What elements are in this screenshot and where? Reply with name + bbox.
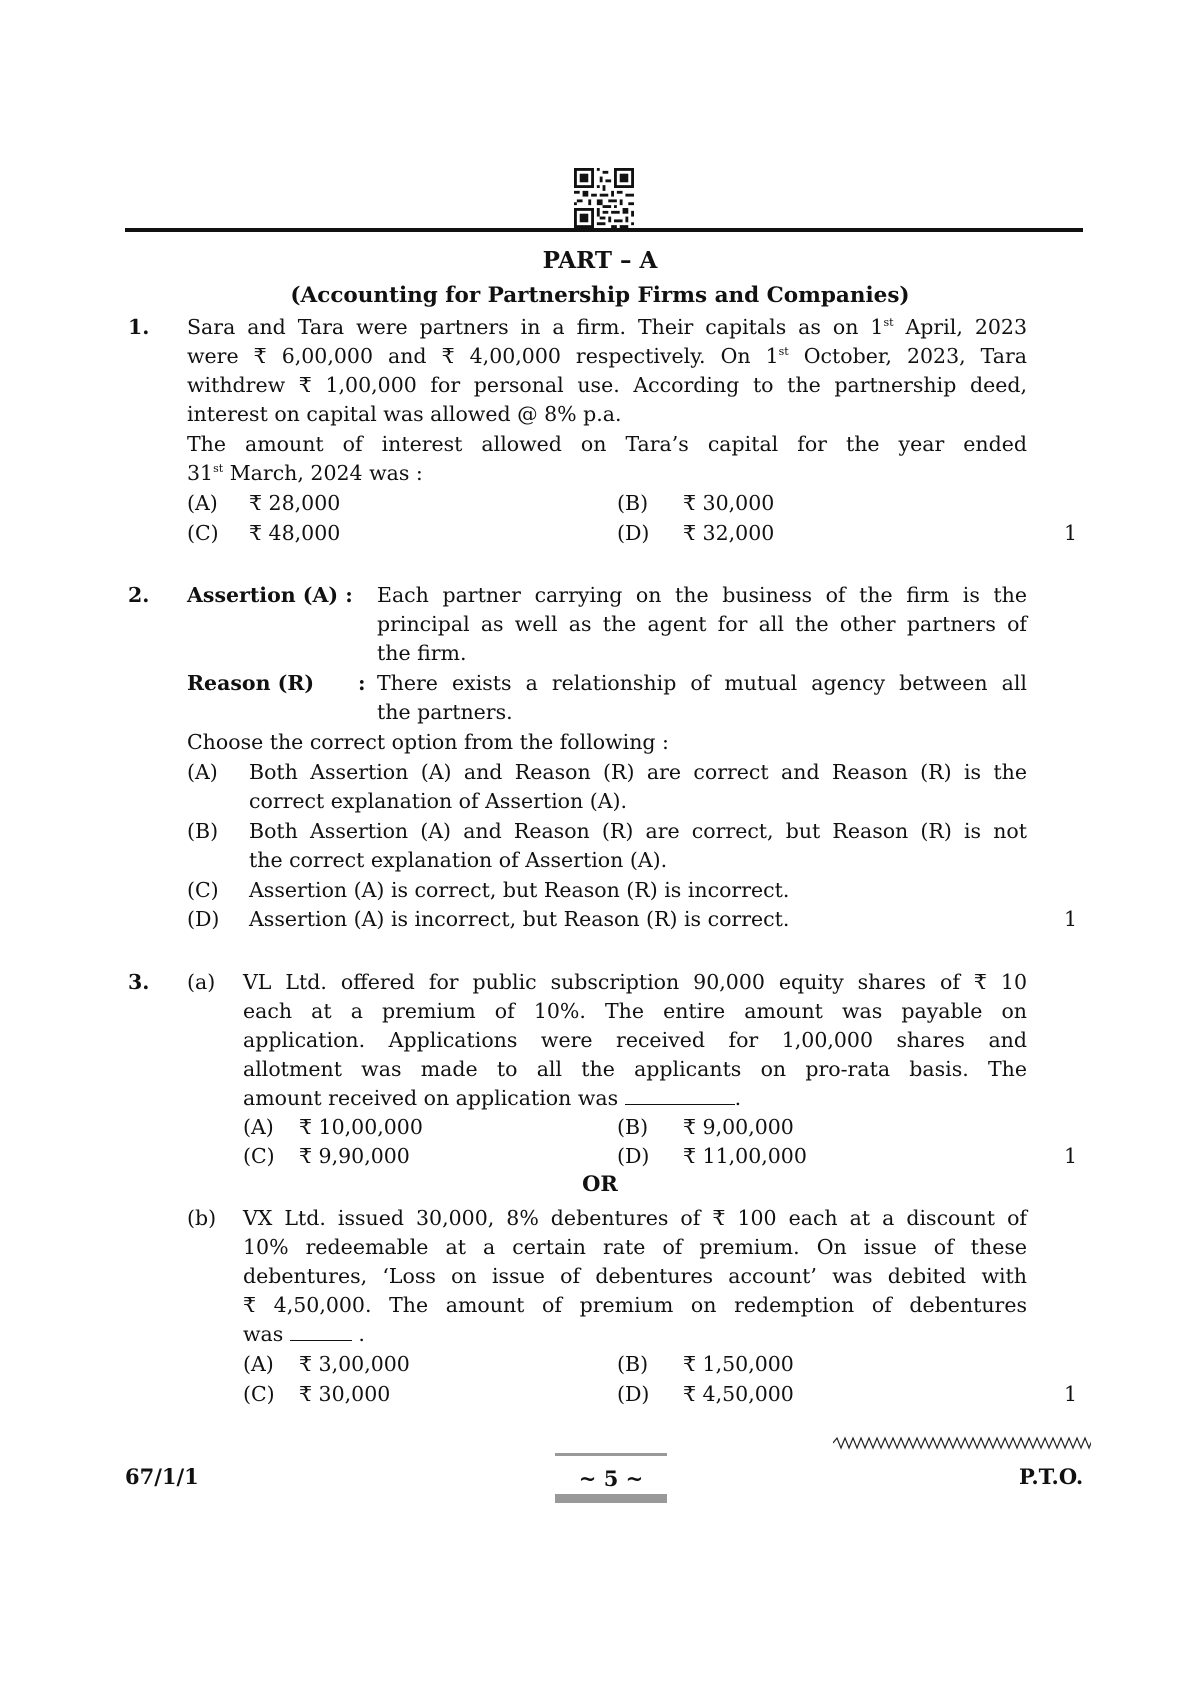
paper-code: 67/1/1 [125,1464,199,1489]
option-a: ₹ 3,00,000 [299,1352,410,1376]
assertion-label: Assertion (A) : [187,583,353,607]
part-title: PART – A [542,247,658,274]
option-label: (D) [187,907,220,931]
option-d: ₹ 11,00,000 [683,1144,807,1168]
assertion-text-line: Each partner carrying on the business of the firm is the [377,583,1027,607]
header-rule [125,228,1083,232]
option-d: Assertion (A) is incorrect, but Reason (R) is correct. [249,907,790,931]
option-a: ₹ 28,000 [249,491,341,515]
answer-blank [290,1340,352,1341]
option-label: (C) [243,1144,275,1168]
option-label: (C) [187,521,219,545]
question-text-line: 10% redeemable at a certain rate of premium. On issue of these [243,1235,1027,1259]
option-label: (A) [243,1352,274,1376]
marks: 1 [1064,1144,1078,1168]
reason-label: Reason (R) [187,671,315,695]
option-label: (D) [617,521,650,545]
reason-text-line: There exists a relationship of mutual agency between all [377,671,1027,695]
question-number: 2. [128,583,150,607]
option-label: (A) [243,1115,274,1139]
option-b-cont: the correct explanation of Assertion (A). [249,848,668,872]
question-text-line: ₹ 4,50,000. The amount of premium on redemption of debentures [243,1293,1027,1317]
option-c: Assertion (A) is correct, but Reason (R) is incorrect. [249,878,790,902]
question-text-line: interest on capital was allowed @ 8% p.a. [187,402,622,426]
question-text-line: allotment was made to all the applicants on pro-rata basis. The [243,1057,1027,1081]
option-label: (B) [617,1352,649,1376]
or-separator: OR [582,1171,618,1196]
option-label: (B) [617,1115,649,1139]
question-text-line: amount received on application was . [243,1086,742,1110]
question-text-line: VX Ltd. issued 30,000, 8% debentures of ₹ 100 each at a discount of [243,1206,1027,1230]
option-label: (B) [187,819,219,843]
question-text-line: each at a premium of 10%. The entire amount was payable on [243,999,1027,1023]
question-text-line: The amount of interest allowed on Tara’s capital for the year ended [187,432,1027,456]
option-b: ₹ 9,00,000 [683,1115,794,1139]
pto-label: P.T.O. [1019,1464,1084,1489]
question-text-line: debentures, ‘Loss on issue of debentures account’ was debited with [243,1264,1027,1288]
question-text-line: withdrew ₹ 1,00,000 for personal use. According to the partnership deed, [187,373,1027,397]
assertion-text-line: the firm. [377,641,467,665]
option-d: ₹ 32,000 [683,521,775,545]
option-label: (D) [617,1144,650,1168]
sub-question-label: (a) [187,970,216,994]
option-b: ₹ 1,50,000 [683,1352,794,1376]
instruction: Choose the correct option from the following : [187,730,669,754]
reason-text-line: the partners. [377,700,513,724]
marks: 1 [1064,521,1078,545]
marks: 1 [1064,907,1078,931]
option-d: ₹ 4,50,000 [683,1382,794,1406]
question-text-line: application. Applications were received for 1,00,000 shares and [243,1028,1027,1052]
question-number: 1. [128,315,150,339]
option-c: ₹ 30,000 [299,1382,391,1406]
option-label: (C) [243,1382,275,1406]
question-text-line: Sara and Tara were partners in a firm. Their capitals as on 1st April, 2023 [187,315,1027,339]
option-b: Both Assertion (A) and Reason (R) are correct, but Reason (R) is not [249,819,1027,843]
sub-question-label: (b) [187,1206,217,1230]
option-a: Both Assertion (A) and Reason (R) are correct and Reason (R) is the [249,760,1027,784]
qr-code [573,168,635,228]
page-number: ~ 5 ~ [578,1466,644,1491]
option-b: ₹ 30,000 [683,491,775,515]
option-label: (C) [187,878,219,902]
question-number: 3. [128,970,150,994]
page-number-rule-top [555,1453,667,1456]
wavy-divider [833,1436,1091,1450]
answer-blank [625,1104,735,1105]
assertion-text-line: principal as well as the agent for all the other partners of [377,612,1027,636]
part-subtitle: (Accounting for Partnership Firms and Companies) [290,283,910,308]
option-label: (B) [617,491,649,515]
reason-colon: : [358,671,366,695]
option-label: (A) [187,760,218,784]
option-a: ₹ 10,00,000 [299,1115,423,1139]
option-c: ₹ 48,000 [249,521,341,545]
question-text-line: VL Ltd. offered for public subscription 90,000 equity shares of ₹ 10 [243,970,1027,994]
option-label: (A) [187,491,218,515]
option-label: (D) [617,1382,650,1406]
question-text-line: 31st March, 2024 was : [187,461,423,485]
question-text-line: were ₹ 6,00,000 and ₹ 4,00,000 respectively. On 1st October, 2023, Tara [187,344,1027,368]
page-number-rule-bottom [555,1494,667,1503]
option-c: ₹ 9,90,000 [299,1144,410,1168]
option-a-cont: correct explanation of Assertion (A). [249,789,628,813]
marks: 1 [1064,1382,1078,1406]
question-text-line: was . [243,1322,365,1346]
